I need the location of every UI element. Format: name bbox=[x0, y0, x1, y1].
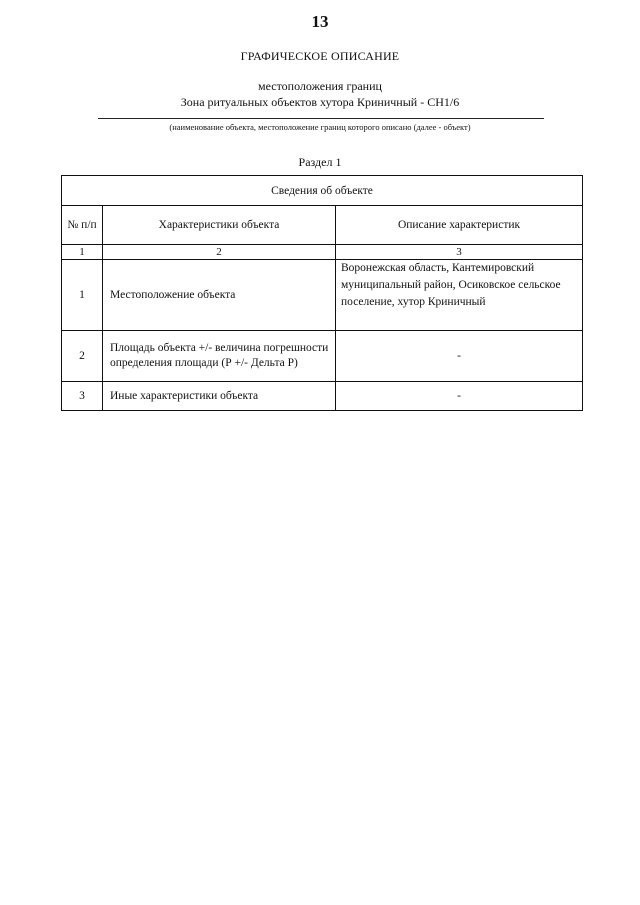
table-row bbox=[62, 382, 583, 411]
document-title: ГРАФИЧЕСКОЕ ОПИСАНИЕ bbox=[240, 49, 400, 63]
header-description: Описание характеристик bbox=[336, 206, 583, 245]
table-row bbox=[62, 331, 583, 382]
row-characteristic: Местоположение объекта bbox=[103, 260, 336, 331]
table-title: Сведения об объекте bbox=[62, 176, 583, 206]
column-number: 1 bbox=[62, 245, 103, 260]
row-characteristic: Площадь объекта +/- величина погрешности определения площади (Р +/- Дельта Р) bbox=[103, 331, 336, 382]
object-name: Зона ритуальных объектов хутора Криничный - СН1/6 bbox=[180, 95, 460, 109]
page-number: 13 bbox=[311, 12, 329, 31]
column-number-row bbox=[62, 245, 583, 260]
row-number: 1 bbox=[62, 260, 103, 331]
object-caption: (наименование объекта, местоположение границ которого описано (далее - объект) bbox=[169, 122, 471, 132]
table-row bbox=[62, 260, 583, 331]
column-number: 2 bbox=[103, 245, 336, 260]
row-description: Воронежская область, Кантемировский муниципальный район, Осиковское сельское поселение, хутор Криничный bbox=[336, 260, 583, 331]
row-description: - bbox=[336, 331, 583, 382]
row-description: - bbox=[336, 382, 583, 411]
header-characteristic: Характеристики объекта bbox=[103, 206, 336, 245]
row-number: 2 bbox=[62, 331, 103, 382]
header-number: № п/п bbox=[62, 206, 103, 245]
row-number: 3 bbox=[62, 382, 103, 411]
row-characteristic: Иные характеристики объекта bbox=[103, 382, 336, 411]
underline-rule bbox=[98, 118, 544, 119]
column-number: 3 bbox=[336, 245, 583, 260]
table-header-row bbox=[62, 206, 583, 245]
section-heading: Раздел 1 bbox=[298, 155, 342, 169]
object-info-table bbox=[61, 175, 583, 411]
location-heading: местоположения границ bbox=[258, 79, 382, 93]
